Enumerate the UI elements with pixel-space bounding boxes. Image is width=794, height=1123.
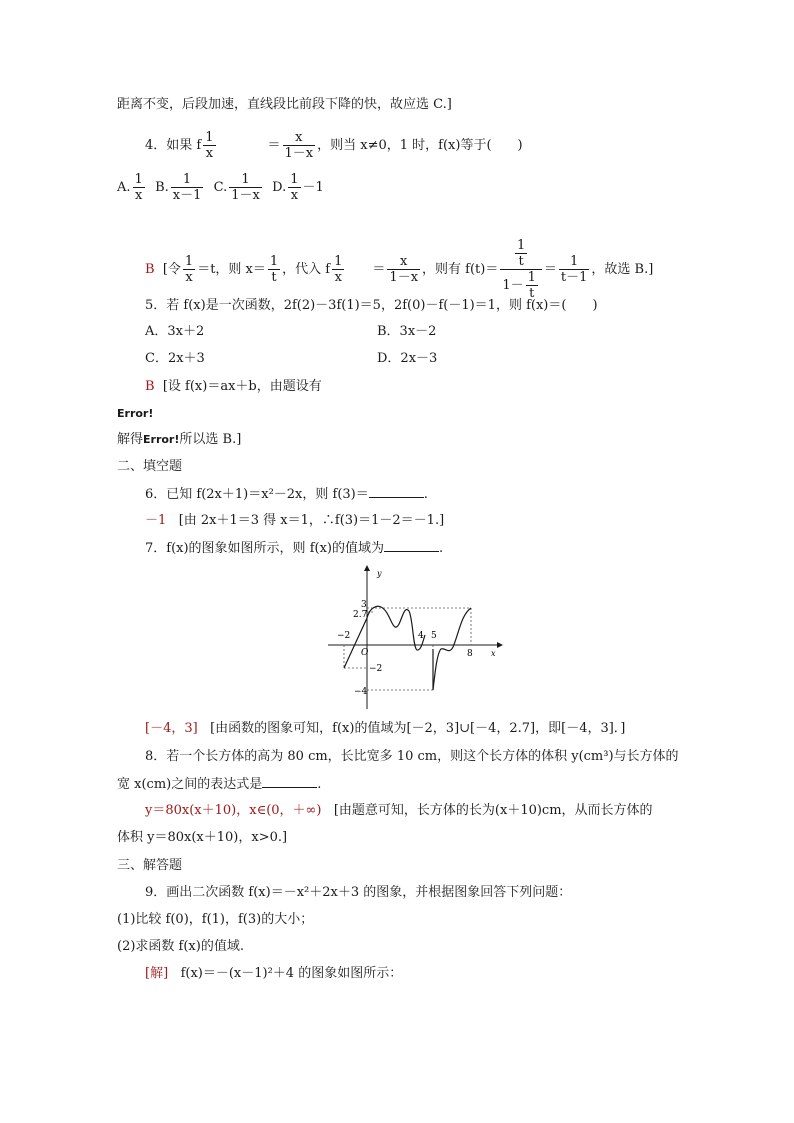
tick-label-3: 3 xyxy=(361,600,367,610)
question-6: 6．已知 f(2x＋1)＝x²－2x，则 f(3)＝ . xyxy=(145,487,428,502)
q4-arg-fraction: $\frac{1}{x}$ xyxy=(205,130,214,161)
question-8-continued: 宽 x(cm)之间的表达式是 . xyxy=(117,777,322,792)
answer-5: B [设 f(x)＝ax＋b，由题设有 xyxy=(145,379,322,394)
q4-option-a: $\frac{1}{x}$ xyxy=(134,172,143,203)
answer-5-letter: B xyxy=(145,379,155,394)
q4-tail: ，则当 x≠0，1 时，f(x)等于( ) xyxy=(317,138,523,153)
answer-8-value: y＝80x(x＋10)，x∈(0，＋∞) xyxy=(145,803,322,818)
tick-label-neg2-x: −2 xyxy=(337,631,351,641)
q5-option-d: D．2x－3 xyxy=(377,351,438,366)
answer-5-conclusion: 解得Error!所以选 B.] xyxy=(117,432,242,447)
y-axis-label: y xyxy=(377,569,382,578)
x-axis-label: x xyxy=(491,649,496,658)
q4-equals: ＝ xyxy=(267,138,281,153)
question-4 xyxy=(145,130,523,161)
question-5: 5．若 f(x)是一次函数，2f(2)－3f(1)＝5，2f(0)－f(－1)＝1，则 f(x)＝( ) xyxy=(145,298,598,313)
q5-option-a: A．3x＋2 xyxy=(145,324,205,339)
answer-7: [－4，3] [由函数的图象可知，f(x)的值域为[－2，3]∪[－4，2.7]，即[－4，3]．] xyxy=(145,721,626,736)
answer-8-continued: 体积 y＝80x(x＋10)，x>0.] xyxy=(117,830,288,845)
answer-9: [解] f(x)＝－(x－1)²＋4 的图象如图所示： xyxy=(145,966,403,981)
answer-4: B [令 $\frac{1}{x}$ ＝t，则 x＝ $\frac{1}{t}$ ，代入 f $\frac{1}{x}$ ＝ $\frac{x}{1-x}$ ，则有 f(t)＝ $\frac{1}{t}$ 1－ $\frac{1}{t}$ ＝ $\frac{1}{t-1}$ ，故选 B.] xyxy=(145,238,654,301)
function-graph xyxy=(325,563,505,711)
question-9: 9．画出二次函数 f(x)＝－x²＋2x＋3 的图象，并根据图象回答下列问题： xyxy=(145,885,572,900)
q4-option-c: $\frac{1}{1-x}$ xyxy=(231,172,260,203)
q4-rhs-fraction: $\frac{x}{1-x}$ xyxy=(284,130,314,161)
error-marker-2: Error! xyxy=(143,433,180,446)
function-curve-right xyxy=(433,608,471,690)
q4-option-b: $\frac{1}{x-1}$ xyxy=(172,172,202,203)
previous-answer-tail: 距离不变，后段加速，直线段比前段下降的快，故应选 C.] xyxy=(117,97,452,112)
origin-label: O xyxy=(361,648,369,658)
section-heading-fill-in: 二、填空题 xyxy=(117,459,183,474)
question-9-part-2: (2)求函数 f(x)的值域. xyxy=(117,939,244,954)
q4-prefix: 4．如果 f xyxy=(145,138,202,153)
section-heading-solutions: 三、解答题 xyxy=(117,858,183,873)
q5-option-c: C．2x＋3 xyxy=(145,351,205,366)
answer-blank xyxy=(262,775,317,788)
tick-label-2-7: 2.7 xyxy=(353,610,368,620)
solution-label: [解] xyxy=(145,966,169,981)
tick-label-neg2-y: −2 xyxy=(369,664,383,674)
tick-label-neg4: −4 xyxy=(354,687,368,697)
answer-4-compound-fraction: $\frac{1}{t}$ 1－ $\frac{1}{t}$ xyxy=(500,238,542,301)
q4-option-d: $\frac{1}{x}$ xyxy=(290,172,299,203)
y-axis-arrow xyxy=(364,565,370,571)
answer-7-value: [－4，3] xyxy=(145,721,198,736)
q4-options: A. $\frac{1}{x}$ B. $\frac{1}{x-1}$ C. $\frac{1}{1-x}$ D. $\frac{1}{x}$ －1 xyxy=(117,172,324,203)
tick-label-8: 8 xyxy=(467,649,473,659)
answer-blank xyxy=(369,485,424,498)
error-marker-1: Error! xyxy=(117,407,154,420)
question-9-part-1: (1)比较 f(0)，f(1)，f(3)的大小； xyxy=(117,912,314,927)
answer-blank xyxy=(384,539,439,552)
question-8: 8．若一个长方体的高为 80 cm，长比宽多 10 cm，则这个长方体的体积 y(cm³)与长方体的 xyxy=(145,749,679,764)
x-axis-arrow xyxy=(497,642,503,648)
q5-option-b: B．3x－2 xyxy=(377,324,437,339)
answer-8: y＝80x(x＋10)，x∈(0，＋∞) [由题意可知，长方体的长为(x＋10)cm，从而长方体的 xyxy=(145,803,653,818)
tick-label-5: 5 xyxy=(431,631,437,641)
answer-6: －1 [由 2x＋1＝3 得 x＝1，∴f(3)＝1－2＝－1.] xyxy=(145,513,445,528)
answer-4-letter: B xyxy=(145,262,155,277)
question-7: 7．f(x)的图象如图所示，则 f(x)的值域为 . xyxy=(145,541,444,556)
answer-6-value: －1 xyxy=(145,513,167,528)
tick-label-4: 4 xyxy=(418,631,424,641)
